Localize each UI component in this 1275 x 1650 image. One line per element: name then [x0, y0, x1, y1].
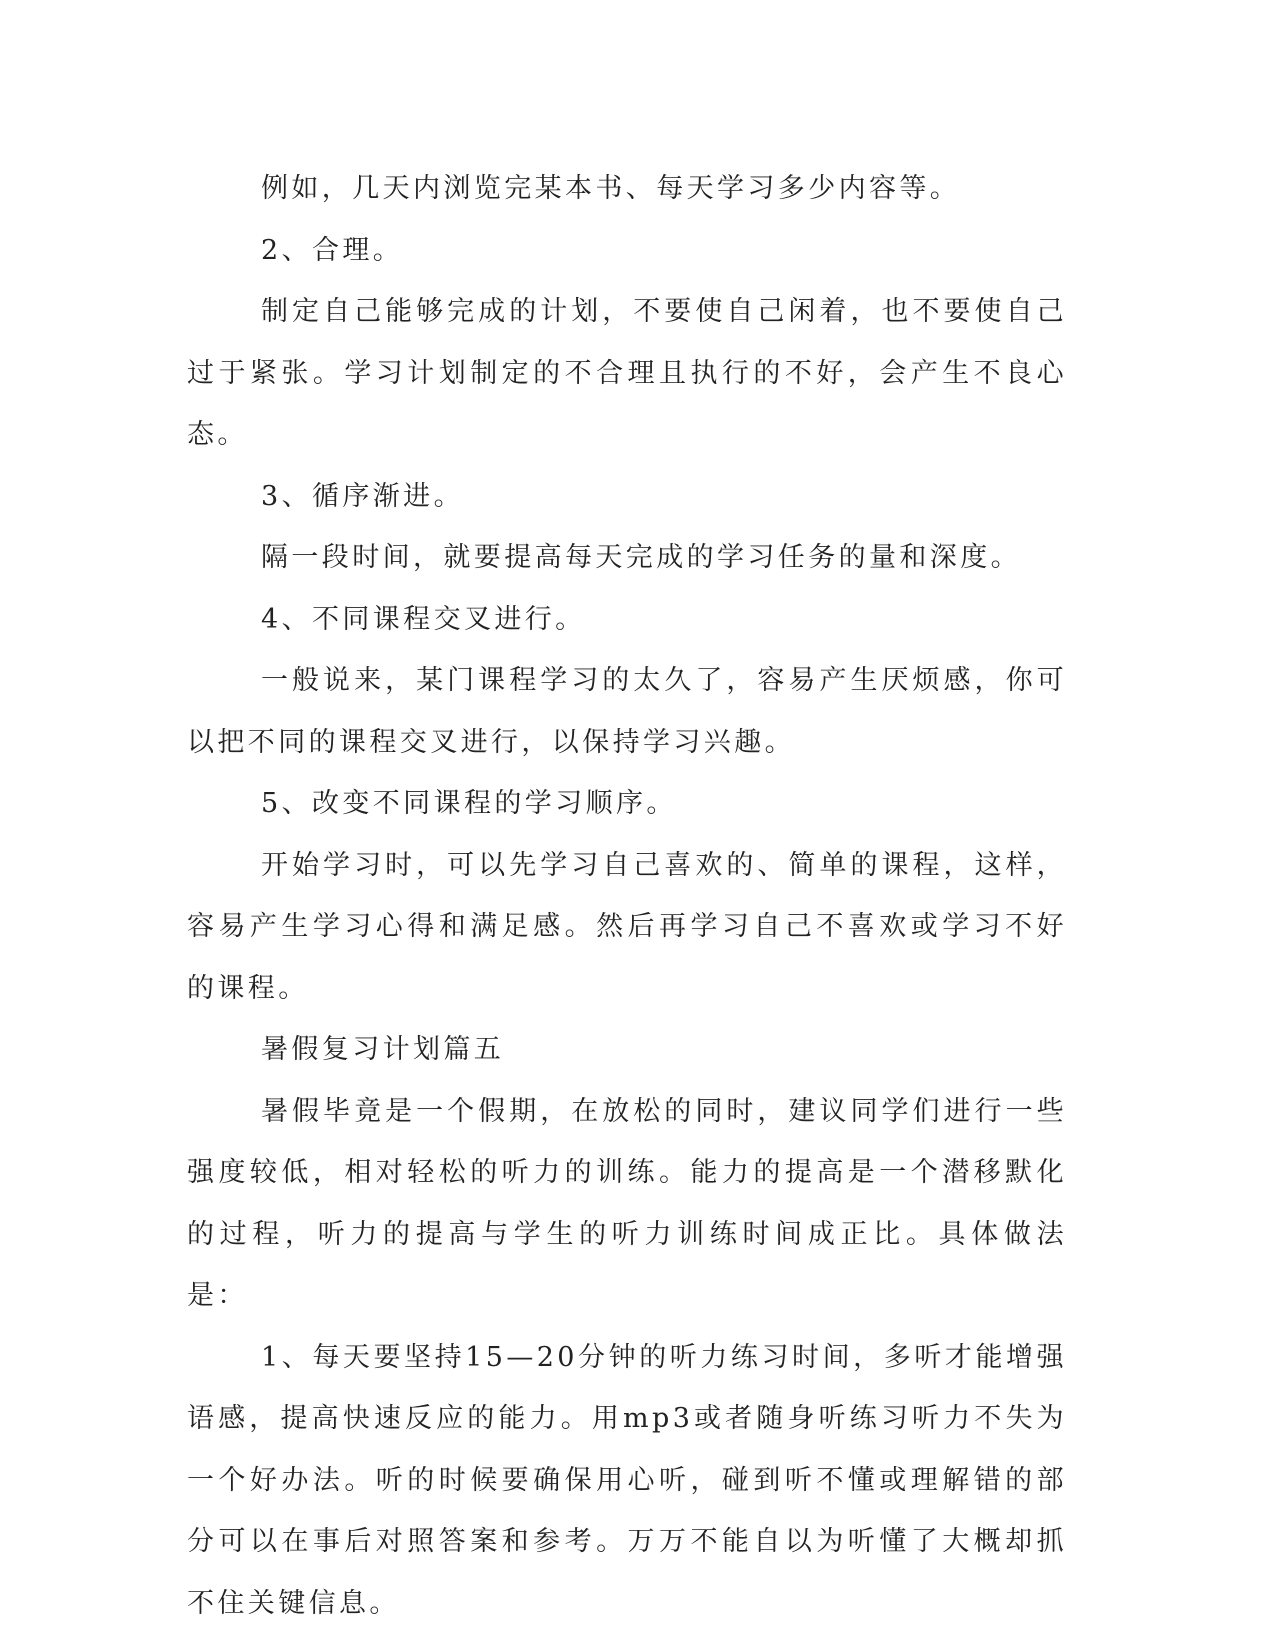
document-body: [187, 158, 1067, 1634]
section-title: 暑假复习计划篇五: [261, 1034, 505, 1065]
list-heading: 4、不同课程交叉进行。: [261, 603, 586, 635]
paragraph: 例如，几天内浏览完某本书、每天学习多少内容等。: [261, 173, 961, 204]
list-heading: 5、改变不同课程的学习顺序。: [261, 788, 677, 819]
list-heading: 3、循序渐进。: [261, 480, 464, 512]
paragraph: 1、每天要坚持15—20分钟的听力练习时间，多听才能增强语感，提高快速反应的能力。用mp3或者随身听练习听力不失为一个好办法。听的时候要确保用心听，碰到听不懂或理解错的部分可以在事后对照答案和参考。万万不能自以为听懂了大概却抓不住关键信息。: [187, 1341, 1067, 1619]
paragraph: 制定自己能够完成的计划，不要使自己闲着，也不要使自己过于紧张。学习计划制定的不合理且执行的不好，会产生不良心态。: [187, 296, 1067, 450]
paragraph: 一般说来，某门课程学习的太久了，容易产生厌烦感，你可以把不同的课程交叉进行，以保持学习兴趣。: [187, 665, 1067, 758]
paragraph: 隔一段时间，就要提高每天完成的学习任务的量和深度。: [261, 542, 1021, 573]
paragraph: 暑假毕竟是一个假期，在放松的同时，建议同学们进行一些强度较低，相对轻松的听力的训练。能力的提高是一个潜移默化的过程，听力的提高与学生的听力训练时间成正比。具体做法是：: [187, 1095, 1067, 1311]
list-heading: 2、合理。: [261, 234, 404, 266]
paragraph: 开始学习时，可以先学习自己喜欢的、简单的课程，这样，容易产生学习心得和满足感。然后再学习自己不喜欢或学习不好的课程。: [187, 849, 1067, 1004]
